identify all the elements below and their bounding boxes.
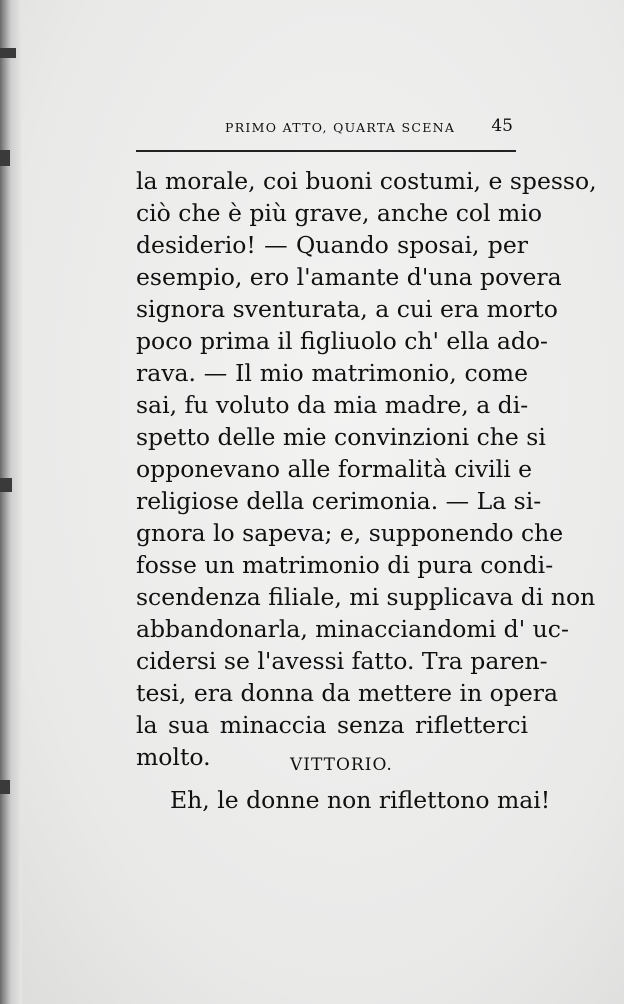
text-line: desiderio! — Quando sposai, per <box>136 231 528 259</box>
page-number: 45 <box>491 116 513 136</box>
text-line: spetto delle mie convinzioni che si <box>136 423 546 451</box>
text-line: fosse un matrimonio di pura condi- <box>136 551 554 579</box>
text-line: signora sventurata, a cui era morto <box>136 295 558 323</box>
text-line: tesi, era donna da mettere in opera <box>136 679 559 707</box>
text-line: gnora lo sapeva; e, supponendo che <box>136 519 564 547</box>
text-line: poco prima il figliuolo ch' ella ado- <box>136 327 548 355</box>
text-line: abbandonarla, minacciandomi d' uc- <box>136 615 569 643</box>
binding-mark <box>0 150 10 166</box>
page-binding-edge <box>0 0 22 1004</box>
running-title: PRIMO ATTO, QUARTA SCENA <box>225 120 456 135</box>
text-line: scendenza filiale, mi supplicava di non <box>136 583 596 611</box>
header-rule <box>136 150 516 152</box>
text-line: religiose della cerimonia. — La si- <box>136 487 542 515</box>
text-line: rava. — Il mio matrimonio, come <box>136 359 528 387</box>
binding-mark <box>0 48 16 58</box>
text-line: molto. <box>136 743 211 771</box>
text-line: sai, fu voluto da mia madre, a di- <box>136 391 529 419</box>
text-line: esempio, ero l'amante d'una povera <box>136 263 562 291</box>
running-header <box>135 116 517 140</box>
text-line: ciò che è più grave, anche col mio <box>136 199 542 227</box>
speaker-name: VITTORIO. <box>290 755 393 775</box>
binding-mark <box>0 478 12 492</box>
text-line: cidersi se l'avessi fatto. Tra paren- <box>136 647 548 675</box>
speaker-line: Eh, le donne non riflettono mai! <box>170 786 551 814</box>
text-line: la sua minaccia senza rifletterci <box>136 711 528 739</box>
text-line: opponevano alle formalità civili e <box>136 455 533 483</box>
binding-mark <box>0 780 10 794</box>
text-line: la morale, coi buoni costumi, e spesso, <box>136 167 597 195</box>
